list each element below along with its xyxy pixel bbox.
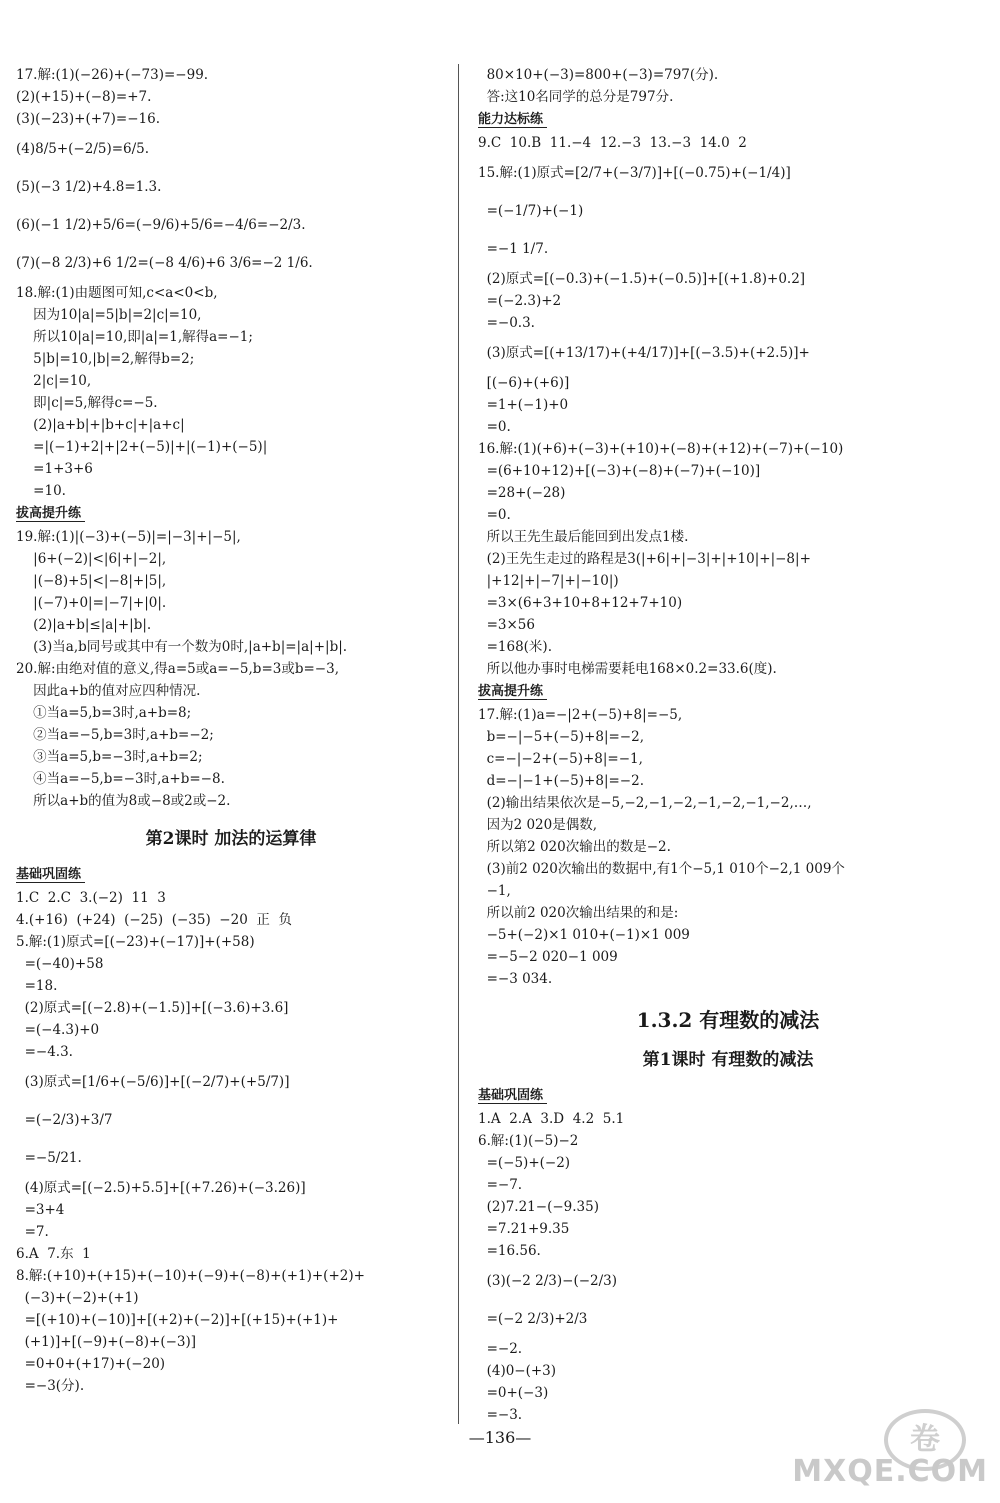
answer-line: 所以他办事时电梯需要耗电168×0.2=33.6(度).	[478, 661, 777, 677]
answer-line: 5.解:(1)原式=[(−23)+(−17)]+(+58)	[16, 934, 255, 950]
answer-line: (3)原式=[1/6+(−5/6)]+[(−2/7)+(+5/7)]	[16, 1074, 290, 1090]
answer-line: 9.C 10.B 11.−4 12.−3 13.−3 14.0 2	[478, 135, 747, 151]
answer-line: −1,	[478, 883, 511, 899]
answer-line: =(−5)+(−2)	[478, 1155, 571, 1171]
answer-line: (2)输出结果依次是−5,−2,−1,−2,−1,−2,−1,−2,…,	[478, 795, 812, 811]
answer-line: =16.56.	[478, 1243, 541, 1259]
section-title: 1.3.2 有理数的减法	[636, 1008, 820, 1032]
lesson-title: 第1课时 有理数的减法	[642, 1050, 814, 1070]
section-header	[16, 504, 446, 526]
right-column	[478, 64, 978, 1426]
answer-line: 20.解:由绝对值的意义,得a=5或a=−5,b=3或b=−3,	[16, 661, 339, 677]
answer-line: (2)原式=[(−2.8)+(−1.5)]+[(−3.6)+3.6]	[16, 1000, 289, 1016]
section-header	[16, 865, 446, 887]
answer-line: =−1 1/7.	[478, 241, 549, 257]
answer-line: =−4.3.	[16, 1044, 73, 1060]
answer-line: (6)(−1 1/2)+5/6=(−9/6)+5/6=−4/6=−2/3.	[16, 217, 306, 233]
answer-line: (2)(+15)+(−8)=+7.	[16, 89, 152, 105]
answer-line: =0.	[478, 507, 511, 523]
section-header	[478, 682, 978, 704]
answer-line: ④当a=−5,b=−3时,a+b=−8.	[16, 771, 225, 787]
answer-line: 所以第2 020次输出的数是−2.	[478, 839, 671, 855]
section-header-label: 拔高提升练	[16, 506, 85, 522]
answer-line: 因此a+b的值对应四种情况.	[16, 683, 201, 699]
answer-line: =(6+10+12)+[(−3)+(−8)+(−7)+(−10)]	[478, 463, 761, 479]
answer-line: =3×56	[478, 617, 535, 633]
answer-line: 16.解:(1)(+6)+(−3)+(+10)+(−8)+(+12)+(−7)+(−10)	[478, 441, 844, 457]
answer-line: =28+(−28)	[478, 485, 566, 501]
answer-line: (+1)]+[(−9)+(−8)+(−3)]	[16, 1334, 197, 1350]
answer-line: (3)当a,b同号或其中有一个数为0时,|a+b|=|a|+|b|.	[16, 639, 348, 655]
answer-line: d=−|−1+(−5)+8|=−2.	[478, 773, 644, 789]
answer-line: =−3(分).	[16, 1378, 85, 1394]
section-header-label: 能力达标练	[478, 112, 547, 128]
answer-line: (2)|a+b|≤|a|+|b|.	[16, 617, 152, 633]
answer-line: ③当a=5,b=−3时,a+b=2;	[16, 749, 203, 765]
answer-line: (4)0−(+3)	[478, 1363, 557, 1379]
answer-line: =(−40)+58	[16, 956, 104, 972]
answer-line: (4)8/5+(−2/5)=6/5.	[16, 141, 150, 157]
answer-line: 所以a+b的值为8或−8或2或−2.	[16, 793, 231, 809]
answer-line: (5)(−3 1/2)+4.8=1.3.	[16, 179, 162, 195]
watermark-seal: 卷	[884, 1409, 966, 1471]
answer-line: 17.解:(1)a=−|2+(−5)+8|=−5,	[478, 707, 683, 723]
answer-line: |(−8)+5|<|−8|+|5|,	[16, 573, 167, 589]
answer-line: =−7.	[478, 1177, 523, 1193]
answer-line: (4)原式=[(−2.5)+5.5]+[(+7.26)+(−3.26)]	[16, 1180, 306, 1196]
answer-line: 所以前2 020次输出结果的和是:	[478, 905, 679, 921]
answer-line: 即|c|=5,解得c=−5.	[16, 395, 158, 411]
section-header	[478, 110, 978, 132]
answer-line: (2)王先生走过的路程是3(|+6|+|−3|+|+10|+|−8|+	[478, 551, 811, 567]
answer-line: 2|c|=10,	[16, 373, 92, 389]
answer-line: =−3 034.	[478, 971, 553, 987]
answer-line: |(−7)+0|=|−7|+|0|.	[16, 595, 167, 611]
answer-line: =(−1/7)+(−1)	[478, 203, 584, 219]
answer-line: 15.解:(1)原式=[2/7+(−3/7)]+[(−0.75)+(−1/4)]	[478, 165, 791, 181]
answer-line: (3)(−2 2/3)−(−2/3)	[478, 1273, 618, 1289]
answer-line: (3)(−23)+(+7)=−16.	[16, 111, 160, 127]
answer-line: =−5−2 020−1 009	[478, 949, 618, 965]
answer-line: =0.	[478, 419, 511, 435]
answer-line: =0+0+(+17)+(−20)	[16, 1356, 166, 1372]
answer-line: =−0.3.	[478, 315, 535, 331]
answer-line: 所以10|a|=10,即|a|=1,解得a=−1;	[16, 329, 253, 345]
answer-line: =−5/21.	[16, 1150, 82, 1166]
answer-line: =|(−1)+2|+|2+(−5)|+|(−1)+(−5)|	[16, 439, 268, 455]
answer-line: =[(+10)+(−10)]+[(+2)+(−2)]+[(+15)+(+1)+	[16, 1312, 339, 1328]
answer-line: =−3.	[478, 1407, 523, 1423]
answer-line: −5+(−2)×1 010+(−1)×1 009	[478, 927, 690, 943]
watermark-text: MXQE.COM	[792, 1454, 988, 1489]
answer-line: (7)(−8 2/3)+6 1/2=(−8 4/6)+6 3/6=−2 1/6.	[16, 255, 313, 271]
answer-line: =7.21+9.35	[478, 1221, 570, 1237]
answer-line: (3)原式=[(+13/17)+(+4/17)]+[(−3.5)+(+2.5)]+	[478, 345, 810, 361]
answer-line: =(−2 2/3)+2/3	[478, 1311, 588, 1327]
answer-line: 答:这10名同学的总分是797分.	[478, 89, 674, 105]
answer-line: 4.(+16) (+24) (−25) (−35) −20 正 负	[16, 912, 292, 928]
section-header-label: 基础巩固练	[478, 1088, 547, 1104]
answer-line: ②当a=−5,b=3时,a+b=−2;	[16, 727, 214, 743]
answer-line: 17.解:(1)(−26)+(−73)=−99.	[16, 67, 209, 83]
answer-line: =3+4	[16, 1202, 65, 1218]
answer-line: =−2.	[478, 1341, 523, 1357]
answer-line: =10.	[16, 483, 66, 499]
answer-line: =1+(−1)+0	[478, 397, 569, 413]
section-header-label: 基础巩固练	[16, 867, 85, 883]
answer-line: ①当a=5,b=3时,a+b=8;	[16, 705, 192, 721]
answer-line: c=−|−2+(−5)+8|=−1,	[478, 751, 643, 767]
answer-line: =(−2.3)+2	[478, 293, 562, 309]
answer-line: 因为10|a|=5|b|=2|c|=10,	[16, 307, 202, 323]
answer-line: =1+3+6	[16, 461, 93, 477]
answer-line: (2)原式=[(−0.3)+(−1.5)+(−0.5)]+[(+1.8)+0.2]	[478, 271, 806, 287]
answer-line: =(−4.3)+0	[16, 1022, 100, 1038]
answer-line: 因为2 020是偶数,	[478, 817, 598, 833]
page-number: —136—	[468, 1428, 532, 1447]
answer-line: [(−6)+(+6)]	[478, 375, 570, 391]
answer-line: (3)前2 020次输出的数据中,有1个−5,1 010个−2,1 009个	[478, 861, 845, 877]
answer-line: 5|b|=10,|b|=2,解得b=2;	[16, 351, 195, 367]
answer-line: 19.解:(1)|(−3)+(−5)|=|−3|+|−5|,	[16, 529, 241, 545]
section-header-label: 拔高提升练	[478, 684, 547, 700]
answer-line: 80×10+(−3)=800+(−3)=797(分).	[478, 67, 719, 83]
answer-line: (−3)+(−2)+(+1)	[16, 1290, 139, 1306]
answer-line: 6.解:(1)(−5)−2	[478, 1133, 579, 1149]
answer-line: 8.解:(+10)+(+15)+(−10)+(−9)+(−8)+(+1)+(+2)+	[16, 1268, 365, 1284]
answer-line: =18.	[16, 978, 58, 994]
answer-line: |+12|+|−7|+|−10|)	[478, 573, 619, 589]
answer-line: 6.A 7.东 1	[16, 1246, 91, 1262]
answer-line: 1.A 2.A 3.D 4.2 5.1	[478, 1111, 625, 1127]
answer-line: |6+(−2)|<|6|+|−2|,	[16, 551, 167, 567]
answer-line: =0+(−3)	[478, 1385, 549, 1401]
lesson-title: 第2课时 加法的运算律	[145, 829, 317, 849]
answer-line: b=−|−5+(−5)+8|=−2,	[478, 729, 644, 745]
answer-line: =168(米).	[478, 639, 552, 655]
left-column	[16, 64, 446, 1397]
answer-line: (2)7.21−(−9.35)	[478, 1199, 599, 1215]
answer-line: 18.解:(1)由题图可知,c<a<0<b,	[16, 285, 218, 301]
column-divider	[458, 64, 459, 1424]
answer-line: (2)|a+b|+|b+c|+|a+c|	[16, 417, 185, 433]
answer-line: 所以王先生最后能回到出发点1楼.	[478, 529, 689, 545]
answer-line: =3×(6+3+10+8+12+7+10)	[478, 595, 683, 611]
answer-line: =(−2/3)+3/7	[16, 1112, 113, 1128]
section-header	[478, 1086, 978, 1108]
answer-line: 1.C 2.C 3.(−2) 11 3	[16, 890, 166, 906]
answer-line: =7.	[16, 1224, 49, 1240]
watermark-logo	[778, 1409, 988, 1489]
